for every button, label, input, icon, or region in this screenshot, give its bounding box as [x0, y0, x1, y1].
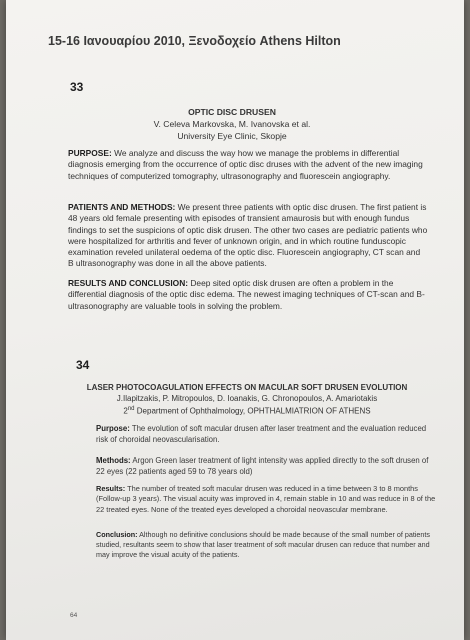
methods-text: Argon Green laser treatment of light intensity was applied directly to the soft drusen of 22 eyes (22 patients aged 59 to 78 years old): [96, 456, 429, 476]
methods-label: Methods:: [96, 456, 131, 465]
methods-paragraph: [96, 456, 436, 477]
abstract-affiliation: Department of Ophthalmology, OPHTHALMIATRION OF ATHENS: [136, 406, 371, 416]
abstract-number: 33: [70, 80, 84, 94]
methods-paragraph: [68, 202, 428, 270]
purpose-paragraph: [68, 148, 428, 182]
ordinal: 2: [123, 406, 128, 416]
abstract-authors: V. Celeva Markovska, M. Ivanovska et al.: [153, 119, 311, 129]
methods-label: PATIENTS AND METHODS:: [68, 202, 176, 212]
purpose-label: PURPOSE:: [68, 148, 112, 158]
conclusion-text: Although no definitive conclusions should be made because of the small number of patients studied, resultants seem to show that laser treatment of soft macular drusen can reduce that number and may improve the visual acuity of the patients.: [96, 530, 431, 560]
conclusion-label: Conclusion:: [96, 530, 138, 539]
methods-text: We present three patients with optic disc drusen. The first patient is 48 years old female presenting with episodes of transient amaurosis but with enough fundus findings to set the suspicions of optic disk drusen. The other two cases are pediatric patients who were hospitalized for arthritis and fever of unknown origin, and in which routine funduscopic examination reveled unilateral oedema of the optic disc. Fluorescein angiography, CT scan and B ultrasonography was done in all the above patients.: [68, 202, 428, 269]
results-text: The number of treated soft macular drusen was reduced in a time between 3 to 8 months (Follow-up 3 years). The visual acuity was improved in 4, remain stable in 10 and was reduce in 8 of the 22 treated eyes. None of the treated eyes developed a choroidal neovascular membrane.: [96, 484, 436, 514]
abstract-affiliation-line: [72, 404, 422, 417]
abstract-title: LASER PHOTOCOAGULATION EFFECTS ON MACULAR SOFT DRUSEN EVOLUTION: [86, 383, 408, 392]
abstract-heading: [62, 106, 402, 142]
document-page: [6, 0, 464, 640]
results-paragraph: [96, 484, 436, 515]
abstract-affiliation: University Eye Clinic, Skopje: [177, 131, 287, 141]
abstract-heading: [72, 382, 422, 417]
purpose-text: The evolution of soft macular drusen after laser treatment and the evaluation reduced risk of choroidal neovascularisation.: [96, 424, 427, 444]
page-number: 64: [70, 612, 78, 619]
results-paragraph: [68, 278, 428, 312]
purpose-label: Purpose:: [96, 424, 130, 433]
abstract-title: OPTIC DISC DRUSEN: [188, 107, 276, 117]
results-label: Results:: [96, 484, 126, 493]
ordinal-suffix: nd: [127, 406, 135, 412]
results-text: Deep sited optic disk drusen are often a problem in the differential diagnosis of the optic disc edema. The newest imaging techniques of CT-scan and B-ultrasonography are valuable tools in solving the problem.: [68, 278, 425, 311]
results-label: RESULTS AND CONCLUSION:: [68, 278, 189, 288]
abstract-number: 34: [76, 358, 90, 372]
purpose-paragraph: [96, 424, 436, 445]
page-header: 15-16 Ιανουαρίου 2010, Ξενοδοχείο Athens Hilton: [48, 34, 341, 48]
purpose-text: We analyze and discuss the way how we manage the problems in differential diagnosis emerging from the occurrence of optic disc druses with the advent of the new imaging techniques of computerized tomography, ultrasonography and fluorescein angiography.: [68, 148, 423, 181]
abstract-authors: J.Ilapitzakis, P. Mitropoulos, D. Ioanakis, G. Chronopoulos, A. Amariotakis: [116, 394, 378, 403]
conclusion-paragraph: [96, 530, 436, 561]
